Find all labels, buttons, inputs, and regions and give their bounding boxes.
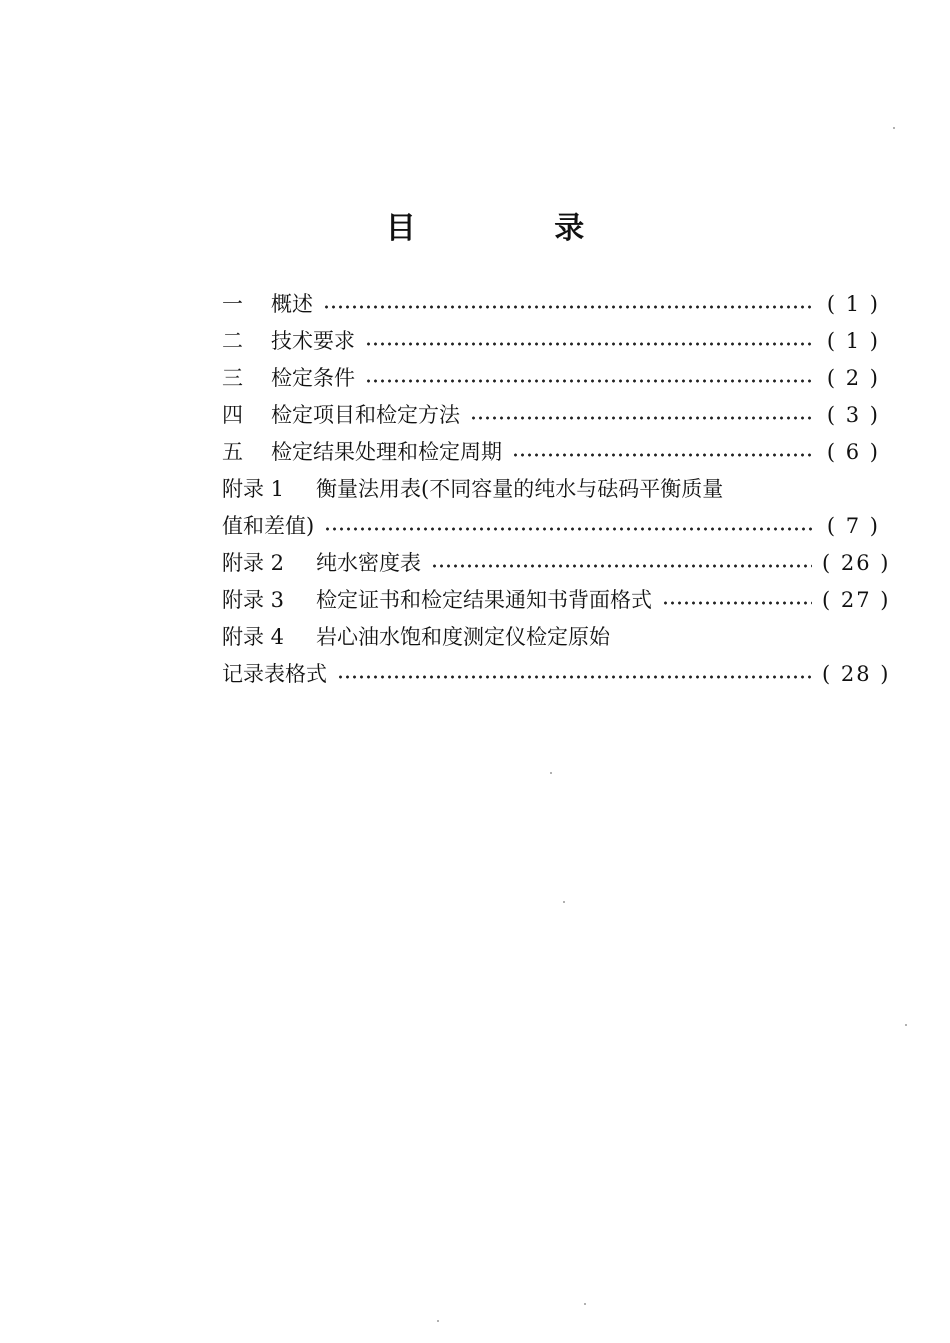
entry-page-number: ( 27 ) — [822, 588, 891, 612]
dot-leader — [512, 434, 812, 471]
appendix-number: 附录 2 — [222, 551, 285, 575]
toc-entry[interactable] — [222, 286, 880, 323]
appendix-number: 附录 3 — [222, 588, 285, 612]
entry-number: 三 — [222, 366, 243, 390]
scan-speck — [563, 901, 565, 903]
entry-page-number: ( 28 ) — [822, 662, 891, 686]
entry-label: 检定条件 — [271, 366, 355, 390]
toc-entry[interactable] — [222, 397, 880, 434]
toc-title: 目 录 — [385, 211, 649, 246]
dot-leader — [365, 360, 812, 397]
entry-page-number: ( 26 ) — [822, 551, 891, 575]
toc-appendix-entry[interactable] — [222, 619, 891, 693]
entry-number: 二 — [222, 329, 243, 353]
entry-page-number: ( 1 ) — [826, 329, 880, 353]
appendix-label-line2: 值和差值) — [222, 514, 315, 538]
toc-entry[interactable] — [222, 323, 880, 360]
toc-appendix-entry[interactable] — [222, 471, 880, 545]
dot-leader — [365, 323, 812, 360]
entry-number: 一 — [222, 292, 243, 316]
toc-appendix-entry[interactable] — [222, 582, 891, 619]
dot-leader — [431, 545, 812, 582]
entry-page-number: ( 1 ) — [826, 292, 880, 316]
dot-leader — [662, 582, 812, 619]
entry-label: 检定项目和检定方法 — [271, 403, 460, 427]
toc-entry[interactable] — [222, 360, 880, 397]
appendix-number: 附录 1 — [222, 477, 285, 501]
appendix-label-line2: 记录表格式 — [222, 662, 327, 686]
dot-leader — [323, 286, 812, 323]
entry-page-number: ( 3 ) — [826, 403, 880, 427]
entry-number: 五 — [222, 440, 243, 464]
scan-speck — [905, 1024, 907, 1026]
scan-speck — [893, 127, 895, 129]
entry-number: 四 — [222, 403, 243, 427]
toc-entry[interactable] — [222, 434, 880, 471]
entry-label: 检定结果处理和检定周期 — [271, 440, 502, 464]
appendix-label-line1: 衡量法用表(不同容量的纯水与砝码平衡质量 — [316, 477, 724, 501]
scan-speck — [437, 1320, 439, 1322]
dot-leader — [337, 656, 812, 693]
appendix-label: 纯水密度表 — [316, 551, 421, 575]
scan-speck — [584, 1303, 586, 1305]
appendix-label-line1: 岩心油水饱和度测定仪检定原始 — [316, 625, 610, 649]
entry-page-number: ( 2 ) — [826, 366, 880, 390]
toc-appendix-entry[interactable] — [222, 545, 891, 582]
entry-page-number: ( 7 ) — [826, 514, 880, 538]
entry-label: 概述 — [271, 292, 313, 316]
appendix-number: 附录 4 — [222, 625, 285, 649]
scan-speck — [550, 772, 552, 774]
appendix-label: 检定证书和检定结果通知书背面格式 — [316, 588, 652, 612]
dot-leader — [470, 397, 812, 434]
toc-list — [222, 286, 891, 693]
entry-label: 技术要求 — [271, 329, 355, 353]
entry-page-number: ( 6 ) — [826, 440, 880, 464]
dot-leader — [324, 508, 812, 545]
